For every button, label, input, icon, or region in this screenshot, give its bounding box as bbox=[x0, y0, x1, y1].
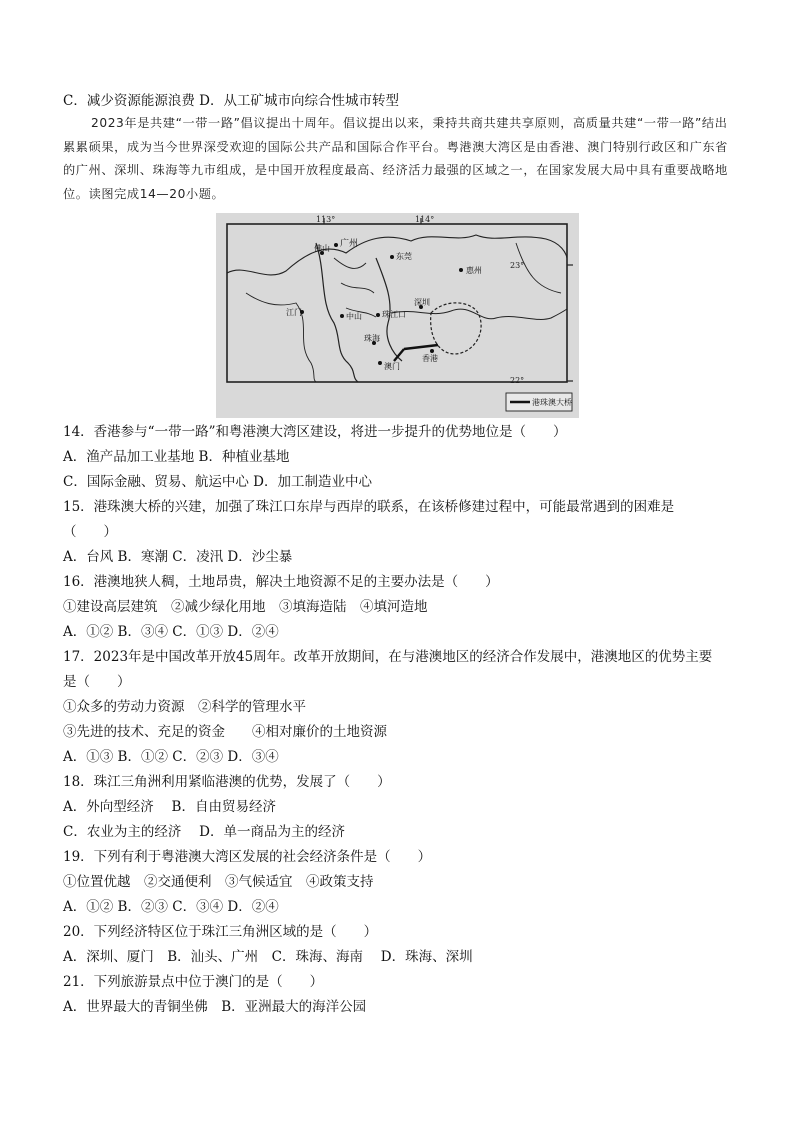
q19-stem: 19．下列有利于粤港澳大湾区发展的社会经济条件是（ ） bbox=[63, 849, 432, 865]
q18-options-1: A．外向型经济 B．自由贸易经济 bbox=[63, 799, 276, 815]
lon-label-114: 114° bbox=[415, 215, 435, 224]
intro-paragraph: 2023年是共建“一带一路”倡议提出十周年。倡议提出以来，秉持共商共建共享原则，高质量共建“一带一路”结出累累硕果，成为当今世界深受欢迎的国际公共产品和国际合作平台。粤港澳大湾区是由香港、澳门特别行政区和广东省的广州、深圳、珠海等九市组成，是中国开放程度最高、经济活力最强的区域之一，在国家发展大局中具有重要战略地位。读图完成14—20小题。 bbox=[63, 116, 728, 201]
city-label-zhujiangkou: 珠江口 bbox=[382, 310, 406, 319]
city-label-huizhou: 惠州 bbox=[466, 266, 482, 275]
q14-stem: 14．香港参与“一带一路”和粤港澳大湾区建设，将进一步提升的优势地位是（ ） bbox=[63, 424, 567, 440]
city-label-zhongshan: 中山 bbox=[346, 312, 362, 321]
city-label-zhuhai: 珠海 bbox=[364, 334, 380, 343]
lat-label-23: 23° bbox=[510, 261, 525, 270]
city-label-guangzhou: 广州 bbox=[340, 239, 359, 249]
city-label-hongkong: 香港 bbox=[422, 354, 438, 363]
greater-bay-area-map bbox=[216, 213, 579, 418]
city-label-shenzhen: 深圳 bbox=[414, 298, 430, 307]
legend-label: 港珠澳大桥 bbox=[532, 398, 572, 407]
city-label-macau: 澳门 bbox=[384, 362, 400, 371]
city-label-foshan: 佛山 bbox=[314, 244, 330, 253]
q17-options: A．①③ B．①② C．②③ D．③④ bbox=[63, 749, 279, 765]
q20-stem: 20．下列经济特区位于珠江三角洲区域的是（ ） bbox=[63, 924, 378, 940]
q19-choices: ①位置优越 ②交通便利 ③气候适宜 ④政策支持 bbox=[63, 874, 374, 890]
q16-choices: ①建设高层建筑 ②减少绿化用地 ③填海造陆 ④填河造地 bbox=[63, 599, 428, 615]
city-dot-zhongshan bbox=[340, 314, 344, 318]
q16-stem: 16．港澳地狭人稠，土地昂贵，解决土地资源不足的主要办法是（ ） bbox=[63, 574, 499, 590]
q19-options: A．①② B．②③ C．③④ D．②④ bbox=[63, 899, 279, 915]
q20-options: A．深圳、厦门 B．汕头、广州 C．珠海、海南 D．珠海、深圳 bbox=[63, 949, 473, 965]
q17-stem-cont: 是（ ） bbox=[63, 674, 131, 690]
q21-stem: 21．下列旅游景点中位于澳门的是（ ） bbox=[63, 974, 324, 990]
lat-label-22: 22° bbox=[510, 376, 525, 385]
q15-stem-cont: （ ） bbox=[63, 524, 117, 540]
q16-options: A．①② B．③④ C．①③ D．②④ bbox=[63, 624, 279, 640]
city-dot-huizhou bbox=[459, 268, 463, 272]
city-dot-zhujiangkou bbox=[376, 313, 380, 317]
city-dot-dongguan bbox=[390, 255, 394, 259]
q17-choices-1: ①众多的劳动力资源 ②科学的管理水平 bbox=[63, 699, 306, 715]
q15-stem: 15．港珠澳大桥的兴建，加强了珠江口东岸与西岸的联系，在该桥修建过程中，可能最常遇到的困难是 bbox=[63, 499, 675, 515]
q21-options: A．世界最大的青铜坐佛 B．亚洲最大的海洋公园 bbox=[63, 999, 367, 1015]
city-dot-guangzhou bbox=[334, 243, 338, 247]
map-svg bbox=[216, 213, 579, 418]
q17-choices-2: ③先进的技术、充足的资金 ④相对廉价的土地资源 bbox=[63, 724, 387, 740]
top-options-line: C．减少资源能源浪费 D．从工矿城市向综合性城市转型 bbox=[63, 93, 399, 109]
q17-stem: 17．2023年是中国改革开放45周年。改革开放期间，在与港澳地区的经济合作发展中，港澳地区的优势主要 bbox=[63, 649, 713, 665]
q15-options: A．台风 B．寒潮 C．凌汛 D．沙尘暴 bbox=[63, 549, 293, 565]
q18-options-2: C．农业为主的经济 D．单一商品为主的经济 bbox=[63, 824, 345, 840]
q14-options-1: A．渔产品加工业基地 B．种植业基地 bbox=[63, 449, 290, 465]
city-label-dongguan: 东莞 bbox=[396, 252, 412, 261]
lon-label-113: 113° bbox=[316, 215, 336, 224]
city-dot-macau bbox=[378, 361, 382, 365]
city-label-jiangmen: 江门 bbox=[286, 308, 302, 317]
q14-options-2: C．国际金融、贸易、航运中心 D．加工制造业中心 bbox=[63, 474, 372, 490]
city-dot-hongkong bbox=[430, 349, 434, 353]
q18-stem: 18．珠江三角洲利用紧临港澳的优势，发展了（ ） bbox=[63, 774, 391, 790]
